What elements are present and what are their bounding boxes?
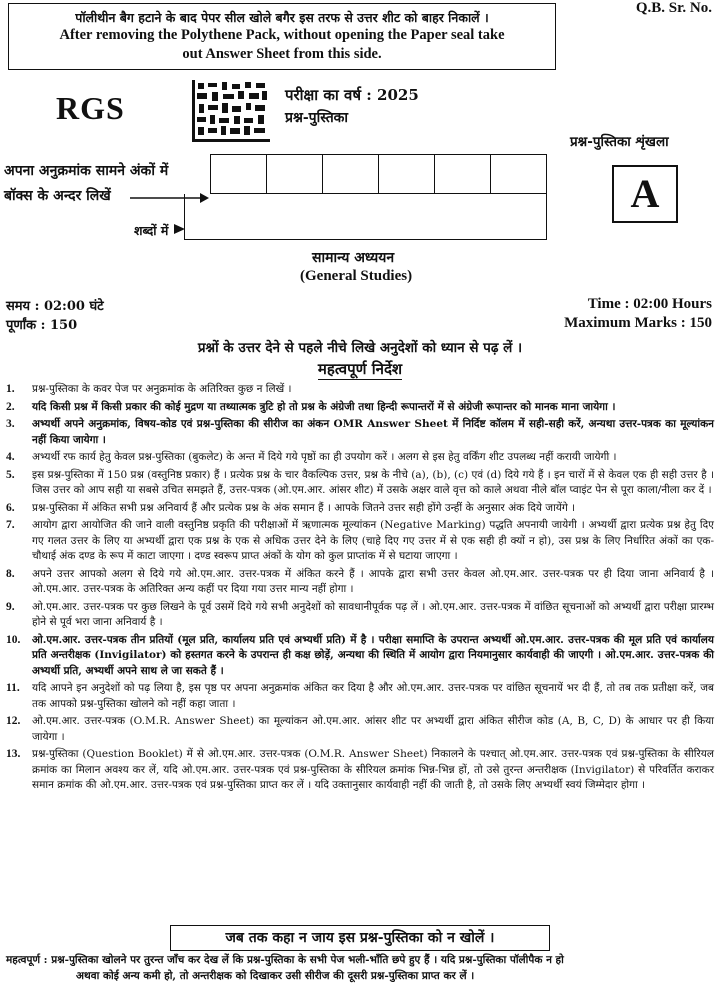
instruction-item: 10. ओ.एम.आर. उत्तर-पत्रक तीन प्रतियों (मूल प्रति, कार्यालय प्रति एवं अभ्यर्थी प्रति) में है । परीक्षा समाप्ति के उपरान्त अभ्यर्थी ओ.एम.आर. उत्तर-पत्रक की मूल प्रति एवं कार्यालय प्रति अन्तरीक्षक (Invigilator) को हस्तगत करने के उपरान्त ही कक्ष छोड़ें, अन्यथा की स्थिति में आयोग द्वारा नियमानुसार कार्यवाही की जाएगी । ओ.एम.आर. उत्तर-पत्रक की अभ्यर्थी प्रति, अभ्यर्थी अपने साथ ले जा सकते हैं । bbox=[6, 633, 714, 677]
series-label: प्रश्न-पुस्तिका शृंखला bbox=[570, 134, 669, 150]
roll-number-label-line2: बॉक्स के अन्दर लिखें bbox=[4, 188, 111, 204]
series-value-box: A bbox=[612, 165, 678, 223]
hindi-notice: पॉलीथीन बैग हटाने के बाद पेपर सील खोले बगैर इस तरफ से उत्तर शीट को बाहर निकालें । bbox=[75, 10, 489, 25]
instruction-item: 9. ओ.एम.आर. उत्तर-पत्रक पर कुछ लिखने के पूर्व उसमें दिये गये सभी अनुदेशों को सावधानीपूर्वक पढ़ लें । ओ.एम.आर. उत्तर-पत्रक में वांछित सूचनाओं को अभ्यर्थी द्वारा परीक्षा प्रारम्भ होने से पूर्व भरा जाना अनिवार्य है । bbox=[6, 600, 714, 628]
instruction-item: 6. प्रश्न-पुस्तिका में अंकित सभी प्रश्न अनिवार्य हैं और प्रत्येक प्रश्न के अंक समान हैं । आपके जितने उत्तर सही होंगे उन्हीं के अनुसार अंक दिये जायेंगे । bbox=[6, 501, 576, 514]
english-notice-line2: out Answer Sheet from this side. bbox=[182, 46, 382, 62]
instruction-item: 7. आयोग द्वारा आयोजित की जाने वाली वस्तुनिष्ठ प्रकृति की परीक्षाओं में ऋणात्मक मूल्यांकन (Negative Marking) पद्धति अपनायी जायेगी । अभ्यर्थी द्वारा प्रत्येक प्रश्न हेतु दिए गए गलत उत्तर के लिए या अभ्यर्थी द्वारा एक प्रश्न के एक से अधिक उत्तर देने के लिए (चाहे दिए गए उत्तर में से एक सही ही क्यों न हो), उस प्रश्न के लिए निर्धारित अंकों का एक-चौथाई अंक दण्ड के रूप में काटा जाएगा । दण्ड स्वरूप प्राप्त अंकों के योग को कुल प्राप्तांक में से घटाया जाएगा । bbox=[6, 519, 714, 562]
subject-english: (General Studies) bbox=[300, 268, 413, 284]
english-notice-line1: After removing the Polythene Pack, without opening the Paper seal take bbox=[59, 27, 505, 43]
footer-line1: महत्वपूर्ण : प्रश्न-पुस्तिका खोलने पर तुरन्त जाँच कर देख लें कि प्रश्न-पुस्तिका के सभी पेज भली-भाँति छपे हुए हैं । यदि प्रश्न-पुस्तिका पॉलीपैक न हो bbox=[6, 954, 564, 966]
exam-year: परीक्षा का वर्ष : 2025 bbox=[285, 86, 419, 104]
instruction-item: 3. अभ्यर्थी अपने अनुक्रमांक, विषय-कोड एवं प्रश्न-पुस्तिका की सीरीज का अंकन OMR Answer Sheet में निर्दिष्ट कॉलम में सही-सही करें, अन्यथा उत्तर-पत्रक का मूल्यांकन नहीं किया जायेगा । bbox=[6, 418, 714, 446]
instruction-item: 4. अभ्यर्थी रफ कार्य हेतु केवल प्रश्न-पुस्तिका (बुकलेट) के अन्त में दिये गये पृष्ठों का ही उपयोग करें । अलग से इस हेतु वर्किंग शीट उपलब्ध नहीं करायी जायेगी । bbox=[6, 451, 617, 463]
time-hindi: समय : 02:00 घंटे bbox=[6, 299, 104, 314]
instructions-heading: महत्वपूर्ण निर्देश bbox=[317, 360, 403, 378]
roll-digit-box-6[interactable] bbox=[491, 155, 546, 193]
footer-line2: अथवा कोई अन्य कमी हो, तो अन्तरीक्षक को दिखाकर उसी सीरीज की दूसरी प्रश्न-पुस्तिका प्राप्त कर लें । bbox=[76, 970, 475, 982]
subject-hindi: सामान्य अध्ययन bbox=[312, 250, 395, 266]
do-not-open-notice: जब तक कहा न जाय इस प्रश्न-पुस्तिका को न खोलें । bbox=[170, 925, 550, 951]
instruction-item: 13. प्रश्न-पुस्तिका (Question Booklet) में से ओ.एम.आर. उत्तर-पत्रक (O.M.R. Answer Sheet) निकालने के पश्चात् ओ.एम.आर. उत्तर-पत्रक एवं प्रश्न-पुस्तिका के सीरियल क्रमांक का मिलान अवश्य कर लें, यदि ओ.एम.आर. उत्तर-पत्रक एवं प्रश्न-पुस्तिका के सीरियल क्रमांक भिन्न-भिन्न हों, तो उसे तुरन्त अन्तरीक्षक (Invigilator) से परिवर्तित कराकर समान क्रमांक की ओ.एम.आर. उत्तर-पत्रक एवं प्रश्न-पुस्तिका प्राप्त कर लें । यदि उक्तानुसार कार्यवाही नहीं की जाती है, तो उसके लिए अभ्यर्थी स्वयं जिम्मेदार होगा । bbox=[6, 748, 714, 791]
instruction-item: 11. यदि आपने इन अनुदेशों को पढ़ लिया है, इस पृष्ठ पर अपना अनुक्रमांक अंकित कर दिया है और ओ.एम.आर. उत्तर-पत्रक पर वांछित सूचनायें भर दी हैं, तो तब तक प्रतीक्षा करें, जब तक आपको प्रश्न-पुस्तिका खोलने को नहीं कहा जाता । bbox=[6, 682, 714, 710]
booklet-label: प्रश्न-पुस्तिका bbox=[285, 110, 349, 126]
instruction-item: 2. यदि किसी प्रश्न में किसी प्रकार की कोई मुद्रण या तथ्यात्मक त्रुटि हो तो प्रश्न के अंग्रेजी तथा हिन्दी रूपान्तरों में से अंग्रेजी रूपान्तर को मानक माना जायेगा । bbox=[6, 400, 616, 413]
instruction-item: 1. प्रश्न-पुस्तिका के कवर पेज पर अनुक्रमांक के अतिरिक्त कुछ न लिखें । bbox=[6, 383, 292, 395]
instruction-item: 8. अपने उत्तर आपको अलग से दिये गये ओ.एम.आर. उत्तर-पत्रक में अंकित करने हैं । आपके द्वारा सभी उत्तर केवल ओ.एम.आर. उत्तर-पत्रक पर ही दिया जाना अनिवार्य है । ओ.एम.आर. उत्तर-पत्रक के अतिरिक्त अन्य कहीं पर दिया गया उत्तर मान्य नहीं होगा । bbox=[6, 567, 714, 595]
roll-number-words-box[interactable] bbox=[184, 194, 547, 240]
roll-digit-box-4[interactable] bbox=[379, 155, 435, 193]
marks-english: Maximum Marks : 150 bbox=[564, 315, 712, 331]
instructions-list bbox=[6, 382, 714, 796]
instructions-intro: प्रश्नों के उत्तर देने से पहले नीचे लिखे अनुदेशों को ध्यान से पढ़ लें । bbox=[197, 340, 523, 356]
roll-number-label-line1: अपना अनुक्रमांक सामने अंकों में bbox=[4, 163, 169, 179]
time-english: Time : 02:00 Hours bbox=[587, 296, 712, 312]
roll-digit-box-5[interactable] bbox=[435, 155, 491, 193]
qb-serial-label: Q.B. Sr. No. bbox=[635, 0, 712, 16]
instruction-item: 12. ओ.एम.आर. उत्तर-पत्रक (O.M.R. Answer Sheet) का मूल्यांकन ओ.एम.आर. आंसर शीट पर अभ्यर्थी द्वारा अंकित सीरीज कोड (A, B, C, D) के आधार पर ही किया जायेगा । bbox=[6, 715, 714, 743]
roll-number-digit-boxes[interactable] bbox=[210, 154, 547, 194]
roll-digit-box-1[interactable] bbox=[211, 155, 267, 193]
instructions-heading-wrap bbox=[0, 359, 720, 379]
datamatrix-code-icon bbox=[192, 80, 270, 142]
roll-words-label: शब्दों में bbox=[134, 223, 169, 238]
paper-code: RGS bbox=[56, 90, 125, 126]
marks-hindi: पूर्णांक : 150 bbox=[6, 318, 78, 333]
instruction-item: 5. इस प्रश्न-पुस्तिका में 150 प्रश्न (वस्तुनिष्ठ प्रकार) हैं । प्रत्येक प्रश्न के चार वैकल्पिक उत्तर, प्रश्न के नीचे (a), (b), (c) एवं (d) दिये गये हैं । इन चारों में से केवल एक ही सही उत्तर है । जिस उत्तर को आप सही या सबसे उचित समझते हैं, उत्तर-पत्रक (ओ.एम.आर. आंसर शीट) में उसके अक्षर वाले वृत्त को काले अथवा नीले बॉल प्वाइंट पेन से पूरा काला/नीला कर दें । bbox=[6, 468, 714, 496]
footer-important-note bbox=[6, 952, 714, 984]
roll-digit-box-2[interactable] bbox=[267, 155, 323, 193]
roll-digit-box-3[interactable] bbox=[323, 155, 379, 193]
removal-notice-box bbox=[8, 3, 556, 70]
